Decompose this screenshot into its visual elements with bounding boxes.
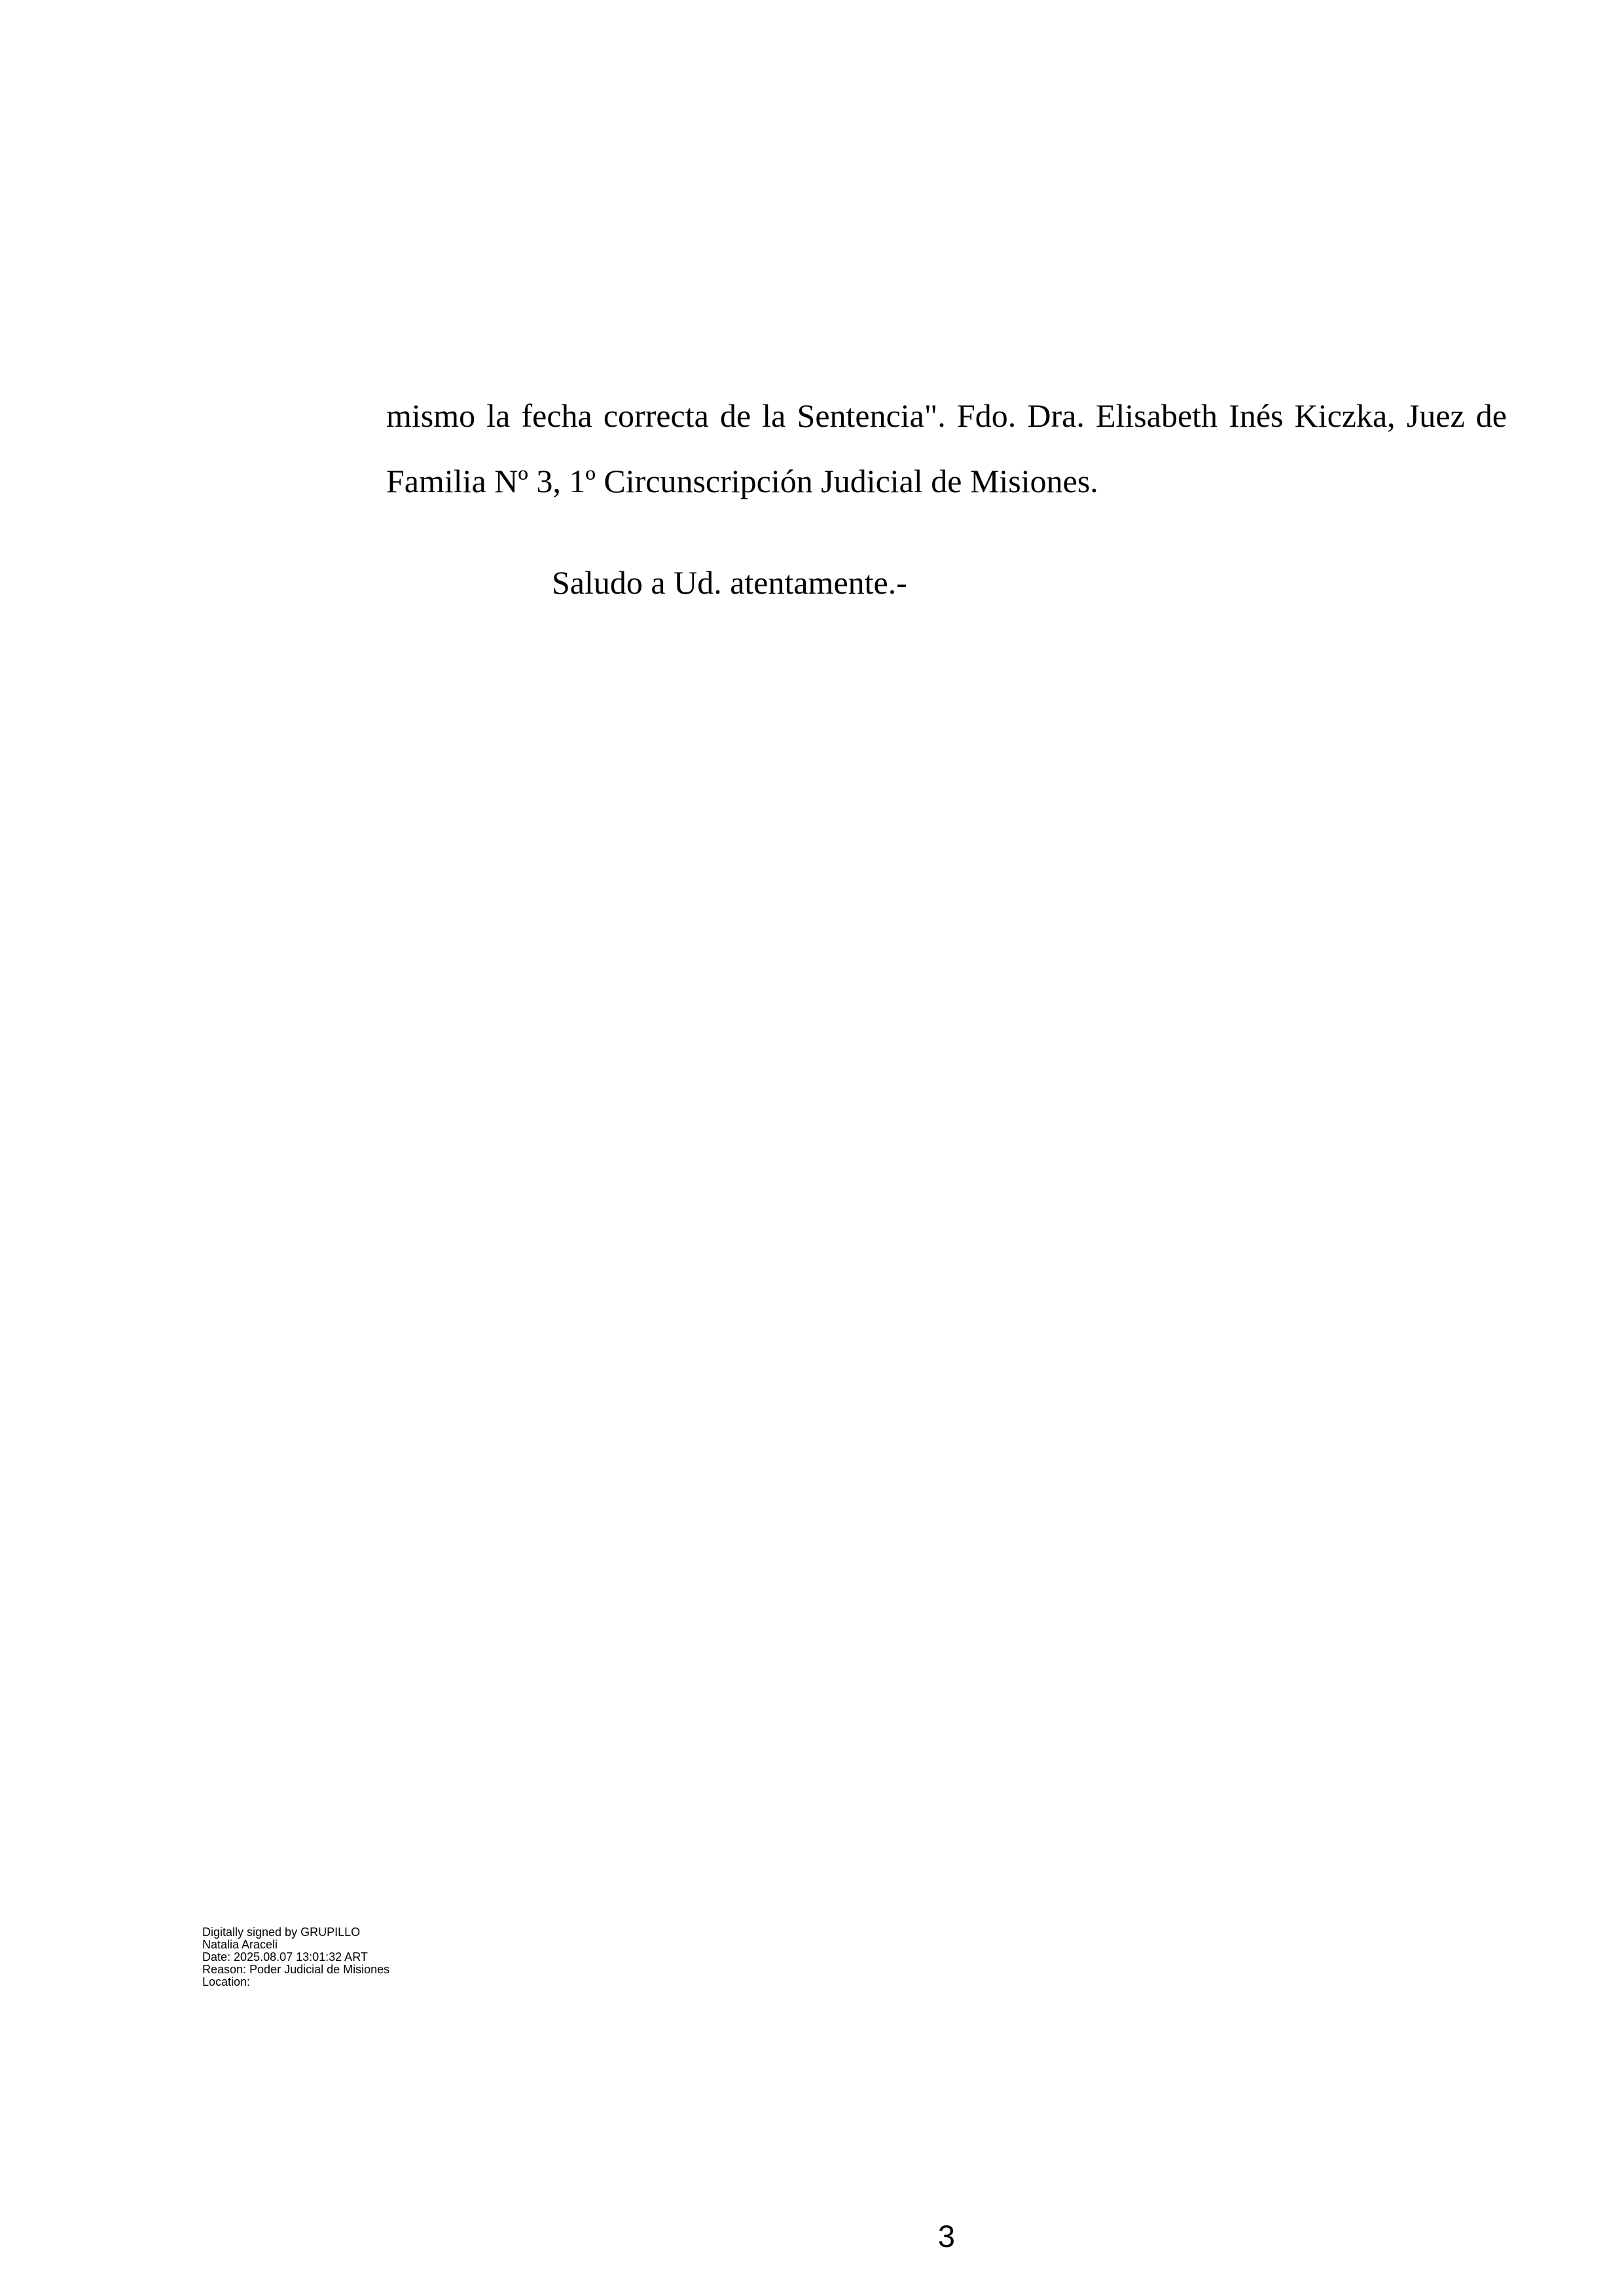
signature-line-reason: Reason: Poder Judicial de Misiones: [202, 1963, 390, 1976]
closing-paragraph-line-2: Familia Nº 3, 1º Circunscripción Judicial de Misiones.: [386, 463, 1098, 499]
page-number: 3: [937, 2219, 956, 2253]
signature-line-signer-name: Natalia Araceli: [202, 1938, 278, 1951]
closing-paragraph: [386, 383, 1507, 514]
signature-line-location: Location:: [202, 1975, 251, 1988]
signature-line-signed-by: Digitally signed by GRUPILLO: [202, 1926, 361, 1939]
salutation-line: Saludo a Ud. atentamente.-: [552, 564, 907, 601]
digital-signature-block: [202, 1926, 389, 1988]
signature-line-date: Date: 2025.08.07 13:01:32 ART: [202, 1950, 368, 1964]
closing-paragraph-line-1: mismo la fecha correcta de la Sentencia". Fdo. Dra. Elisabeth Inés Kiczka, Juez de: [386, 397, 1507, 434]
